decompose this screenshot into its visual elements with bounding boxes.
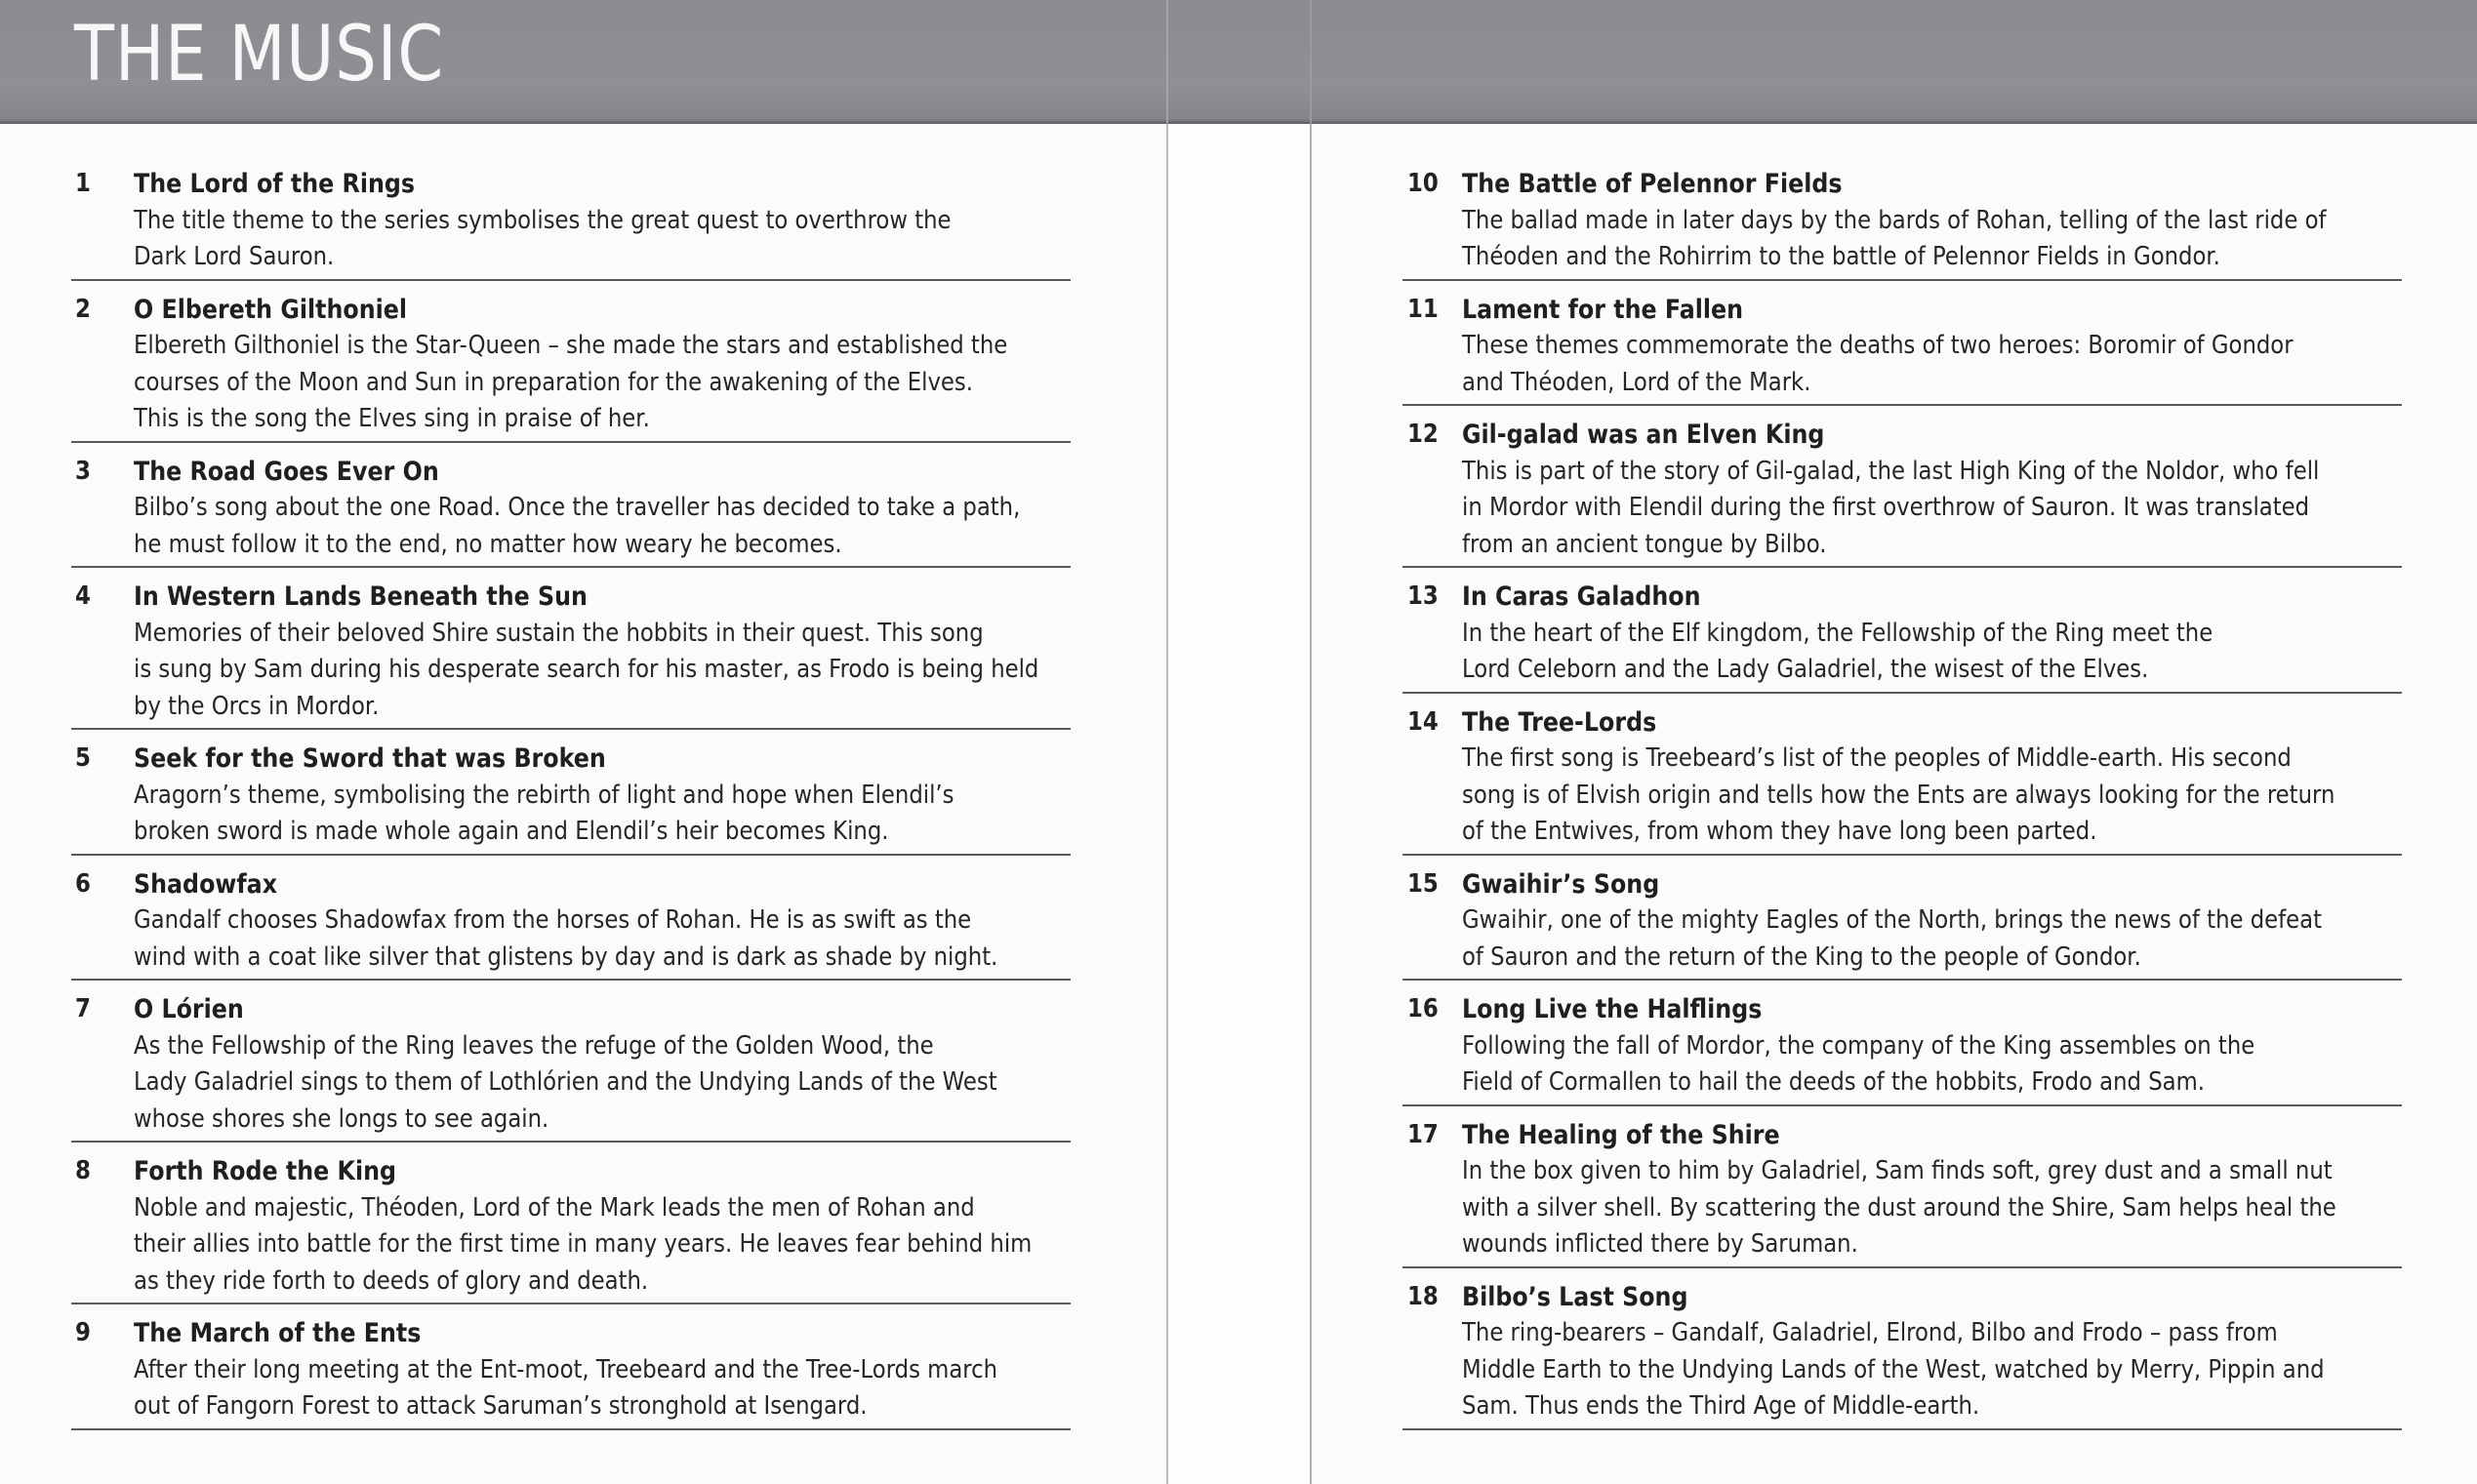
track-description-line: broken sword is made whole again and Elendil’s heir becomes King. <box>134 817 889 846</box>
track-body <box>134 292 1071 438</box>
track-description <box>134 1190 1071 1301</box>
track-description-line: The title theme to the series symbolises the great quest to overthrow the <box>134 205 952 235</box>
track-description-line: Elbereth Gilthoniel is the Star-Queen – she made the stars and established the <box>134 331 1008 360</box>
track-description-line: This is part of the story of Gil-galad, the last High King of the Noldor, who fell <box>1462 456 2320 486</box>
track-description-line: Théoden and the Rohirrim to the battle of Pelennor Fields in Gondor. <box>1462 242 2220 271</box>
track-description-line: Lady Galadriel sings to them of Lothlórien and the Undying Lands of the West <box>134 1067 997 1097</box>
track-title: Bilbo’s Last Song <box>1462 1281 1688 1312</box>
track-description-line: Bilbo’s song about the one Road. Once the traveller has decided to take a path, <box>134 493 1021 522</box>
track-description <box>134 203 1071 276</box>
track-description <box>1462 328 2402 401</box>
track-title: Forth Rode the King <box>134 1156 397 1186</box>
track-description-line: wind with a coat like silver that glistens by day and is dark as shade by night. <box>134 942 998 972</box>
track-number: 12 <box>1407 420 1439 449</box>
track-description-line: The ballad made in later days by the bards of Rohan, telling of the last ride of <box>1462 205 2327 235</box>
track-entry-2 <box>71 281 1071 443</box>
track-body <box>134 166 1071 276</box>
track-description-line: by the Orcs in Mordor. <box>134 691 380 721</box>
track-title: Shadowfax <box>134 868 278 900</box>
track-description-line: Lord Celeborn and the Lady Galadriel, the wisest of the Elves. <box>1462 655 2149 684</box>
track-description <box>1462 1153 2402 1263</box>
track-body <box>1462 1279 2402 1425</box>
track-description-line: Dark Lord Sauron. <box>134 242 335 271</box>
track-description <box>1462 1315 2402 1425</box>
track-body <box>134 579 1071 725</box>
track-description <box>134 1028 1071 1139</box>
track-entry-9 <box>71 1304 1071 1430</box>
track-title: The Road Goes Ever On <box>134 456 439 487</box>
track-body <box>134 866 1071 977</box>
track-entry-7 <box>71 981 1071 1143</box>
track-description <box>134 328 1071 438</box>
track-body <box>1462 991 2402 1102</box>
track-description <box>134 1352 1071 1425</box>
track-description-line: Middle Earth to the Undying Lands of the West, watched by Merry, Pippin and <box>1462 1354 2325 1384</box>
track-description-line: of Sauron and the return of the King to the people of Gondor. <box>1462 942 2141 972</box>
track-description-line: Gwaihir, one of the mighty Eagles of the North, brings the news of the defeat <box>1462 905 2323 935</box>
booklet-gutter <box>1168 124 1310 1484</box>
track-body <box>134 1153 1071 1300</box>
header-band <box>0 0 2477 124</box>
track-title: The Lord of the Rings <box>134 169 416 199</box>
track-number: 8 <box>75 1156 91 1185</box>
track-title: Seek for the Sword that was Broken <box>134 743 606 774</box>
track-description-line: The ring-bearers – Gandalf, Galadriel, Elrond, Bilbo and Frodo – pass from <box>1462 1318 2278 1347</box>
track-description-line: as they ride forth to deeds of glory and death. <box>134 1265 649 1296</box>
track-entry-5 <box>71 730 1071 856</box>
track-description-line: Aragorn’s theme, symbolising the rebirth of light and hope when Elendil’s <box>134 780 954 810</box>
track-title: Long Live the Halflings <box>1462 994 1763 1024</box>
track-description-line: After their long meeting at the Ent-moot, Treebeard and the Tree-Lords march <box>134 1354 998 1384</box>
track-description-line: These themes commemorate the deaths of two heroes: Boromir of Gondor <box>1462 331 2294 360</box>
track-number: 3 <box>75 456 91 486</box>
track-title: Gwaihir’s Song <box>1462 868 1660 900</box>
track-number: 1 <box>75 169 91 198</box>
track-body <box>134 991 1071 1138</box>
track-description-line: is sung by Sam during his desperate search for his master, as Frodo is being held <box>134 655 1039 684</box>
track-description-line: Gandalf chooses Shadowfax from the horses of Rohan. He is as swift as the <box>134 905 972 935</box>
page-title: THE MUSIC <box>74 11 445 99</box>
track-body <box>1462 166 2402 276</box>
track-description <box>1462 454 2402 564</box>
track-description-line: wounds inflicted there by Saruman. <box>1462 1229 1858 1259</box>
track-body <box>134 741 1071 851</box>
track-description-line: Sam. Thus ends the Third Age of Middle-earth. <box>1462 1391 1980 1421</box>
track-description-line: Field of Cormallen to hail the deeds of the hobbits, Frodo and Sam. <box>1462 1067 2205 1097</box>
track-list-right <box>1402 166 2402 1430</box>
track-description-line: Memories of their beloved Shire sustain the hobbits in their quest. This song <box>134 618 984 648</box>
track-body <box>1462 579 2402 689</box>
track-body <box>1462 292 2402 402</box>
track-number: 15 <box>1407 868 1439 899</box>
track-description <box>134 490 1071 563</box>
track-entry-3 <box>71 443 1071 569</box>
track-description-line: out of Fangorn Forest to attack Saruman’s stronghold at Isengard. <box>134 1391 868 1421</box>
track-title: Gil-galad was an Elven King <box>1462 420 1825 450</box>
track-description-line: As the Fellowship of the Ring leaves the refuge of the Golden Wood, the <box>134 1030 934 1061</box>
track-entry-11 <box>1402 281 2402 407</box>
track-title: The Battle of Pelennor Fields <box>1462 169 1843 199</box>
track-description <box>1462 741 2402 851</box>
track-entry-12 <box>1402 406 2402 568</box>
track-description-line: courses of the Moon and Sun in preparation for the awakening of the Elves. <box>134 367 974 397</box>
track-title: In Western Lands Beneath the Sun <box>134 582 588 612</box>
track-description-line: he must follow it to the end, no matter how weary he becomes. <box>134 529 842 559</box>
track-description <box>1462 203 2402 276</box>
track-entry-14 <box>1402 694 2402 856</box>
track-description-line: from an ancient tongue by Bilbo. <box>1462 529 1827 559</box>
track-title: Lament for the Fallen <box>1462 294 1744 325</box>
track-number: 9 <box>75 1318 91 1347</box>
track-description <box>1462 1028 2402 1102</box>
track-description-line: Noble and majestic, Théoden, Lord of the Mark leads the men of Rohan and <box>134 1192 975 1223</box>
track-description <box>134 616 1071 726</box>
track-description <box>1462 616 2402 689</box>
track-description <box>134 778 1071 851</box>
track-title: O Lórien <box>134 994 244 1024</box>
track-body <box>134 1315 1071 1425</box>
track-description-line: whose shores she longs to see again. <box>134 1103 549 1134</box>
track-description <box>134 902 1071 976</box>
track-body <box>1462 866 2402 977</box>
track-number: 5 <box>75 743 91 773</box>
track-description-line: their allies into battle for the first time in many years. He leaves fear behind him <box>134 1229 1033 1259</box>
track-description-line: of the Entwives, from whom they have long been parted. <box>1462 817 2097 846</box>
track-number: 18 <box>1407 1281 1439 1311</box>
track-entry-13 <box>1402 568 2402 694</box>
track-body <box>1462 1117 2402 1263</box>
track-description-line: in Mordor with Elendil during the first overthrow of Sauron. It was translated <box>1462 493 2310 522</box>
track-entry-6 <box>71 856 1071 982</box>
track-body <box>1462 704 2402 851</box>
track-list-left <box>71 166 1071 1430</box>
track-entry-18 <box>1402 1268 2402 1430</box>
track-title: The Healing of the Shire <box>1462 1119 1780 1150</box>
track-number: 4 <box>75 582 91 611</box>
track-number: 10 <box>1407 169 1439 198</box>
track-number: 7 <box>75 994 91 1023</box>
track-description <box>1462 902 2402 976</box>
track-entry-10 <box>1402 166 2402 281</box>
track-number: 6 <box>75 868 91 899</box>
track-description-line: The first song is Treebeard’s list of the peoples of Middle-earth. His second <box>1462 743 2292 773</box>
track-title: The March of the Ents <box>134 1318 422 1348</box>
track-entry-16 <box>1402 981 2402 1106</box>
track-body <box>1462 417 2402 563</box>
track-description-line: song is of Elvish origin and tells how the Ents are always looking for the return <box>1462 780 2335 810</box>
track-description-line: In the heart of the Elf kingdom, the Fellowship of the Ring meet the <box>1462 618 2213 648</box>
track-entry-15 <box>1402 856 2402 982</box>
track-number: 2 <box>75 294 91 324</box>
track-number: 13 <box>1407 582 1439 611</box>
gutter-fold-line-right <box>1310 0 1312 1484</box>
track-title: O Elbereth Gilthoniel <box>134 294 408 325</box>
track-description-line: Following the fall of Mordor, the company of the King assembles on the <box>1462 1030 2255 1061</box>
track-title: The Tree-Lords <box>1462 706 1657 738</box>
track-number: 11 <box>1407 294 1439 324</box>
track-description-line: with a silver shell. By scattering the dust around the Shire, Sam helps heal the <box>1462 1192 2336 1223</box>
track-entry-4 <box>71 568 1071 730</box>
track-body <box>134 454 1071 564</box>
track-entry-8 <box>71 1143 1071 1304</box>
track-number: 14 <box>1407 706 1439 737</box>
track-description-line: This is the song the Elves sing in praise of her. <box>134 404 650 433</box>
track-entry-17 <box>1402 1106 2402 1268</box>
track-title: In Caras Galadhon <box>1462 582 1701 612</box>
track-number: 17 <box>1407 1119 1439 1149</box>
gutter-fold-line-left <box>1166 0 1168 1484</box>
track-description-line: and Théoden, Lord of the Mark. <box>1462 367 1811 397</box>
track-entry-1 <box>71 166 1071 281</box>
track-number: 16 <box>1407 994 1439 1023</box>
track-description-line: In the box given to him by Galadriel, Sam finds soft, grey dust and a small nut <box>1462 1156 2333 1185</box>
